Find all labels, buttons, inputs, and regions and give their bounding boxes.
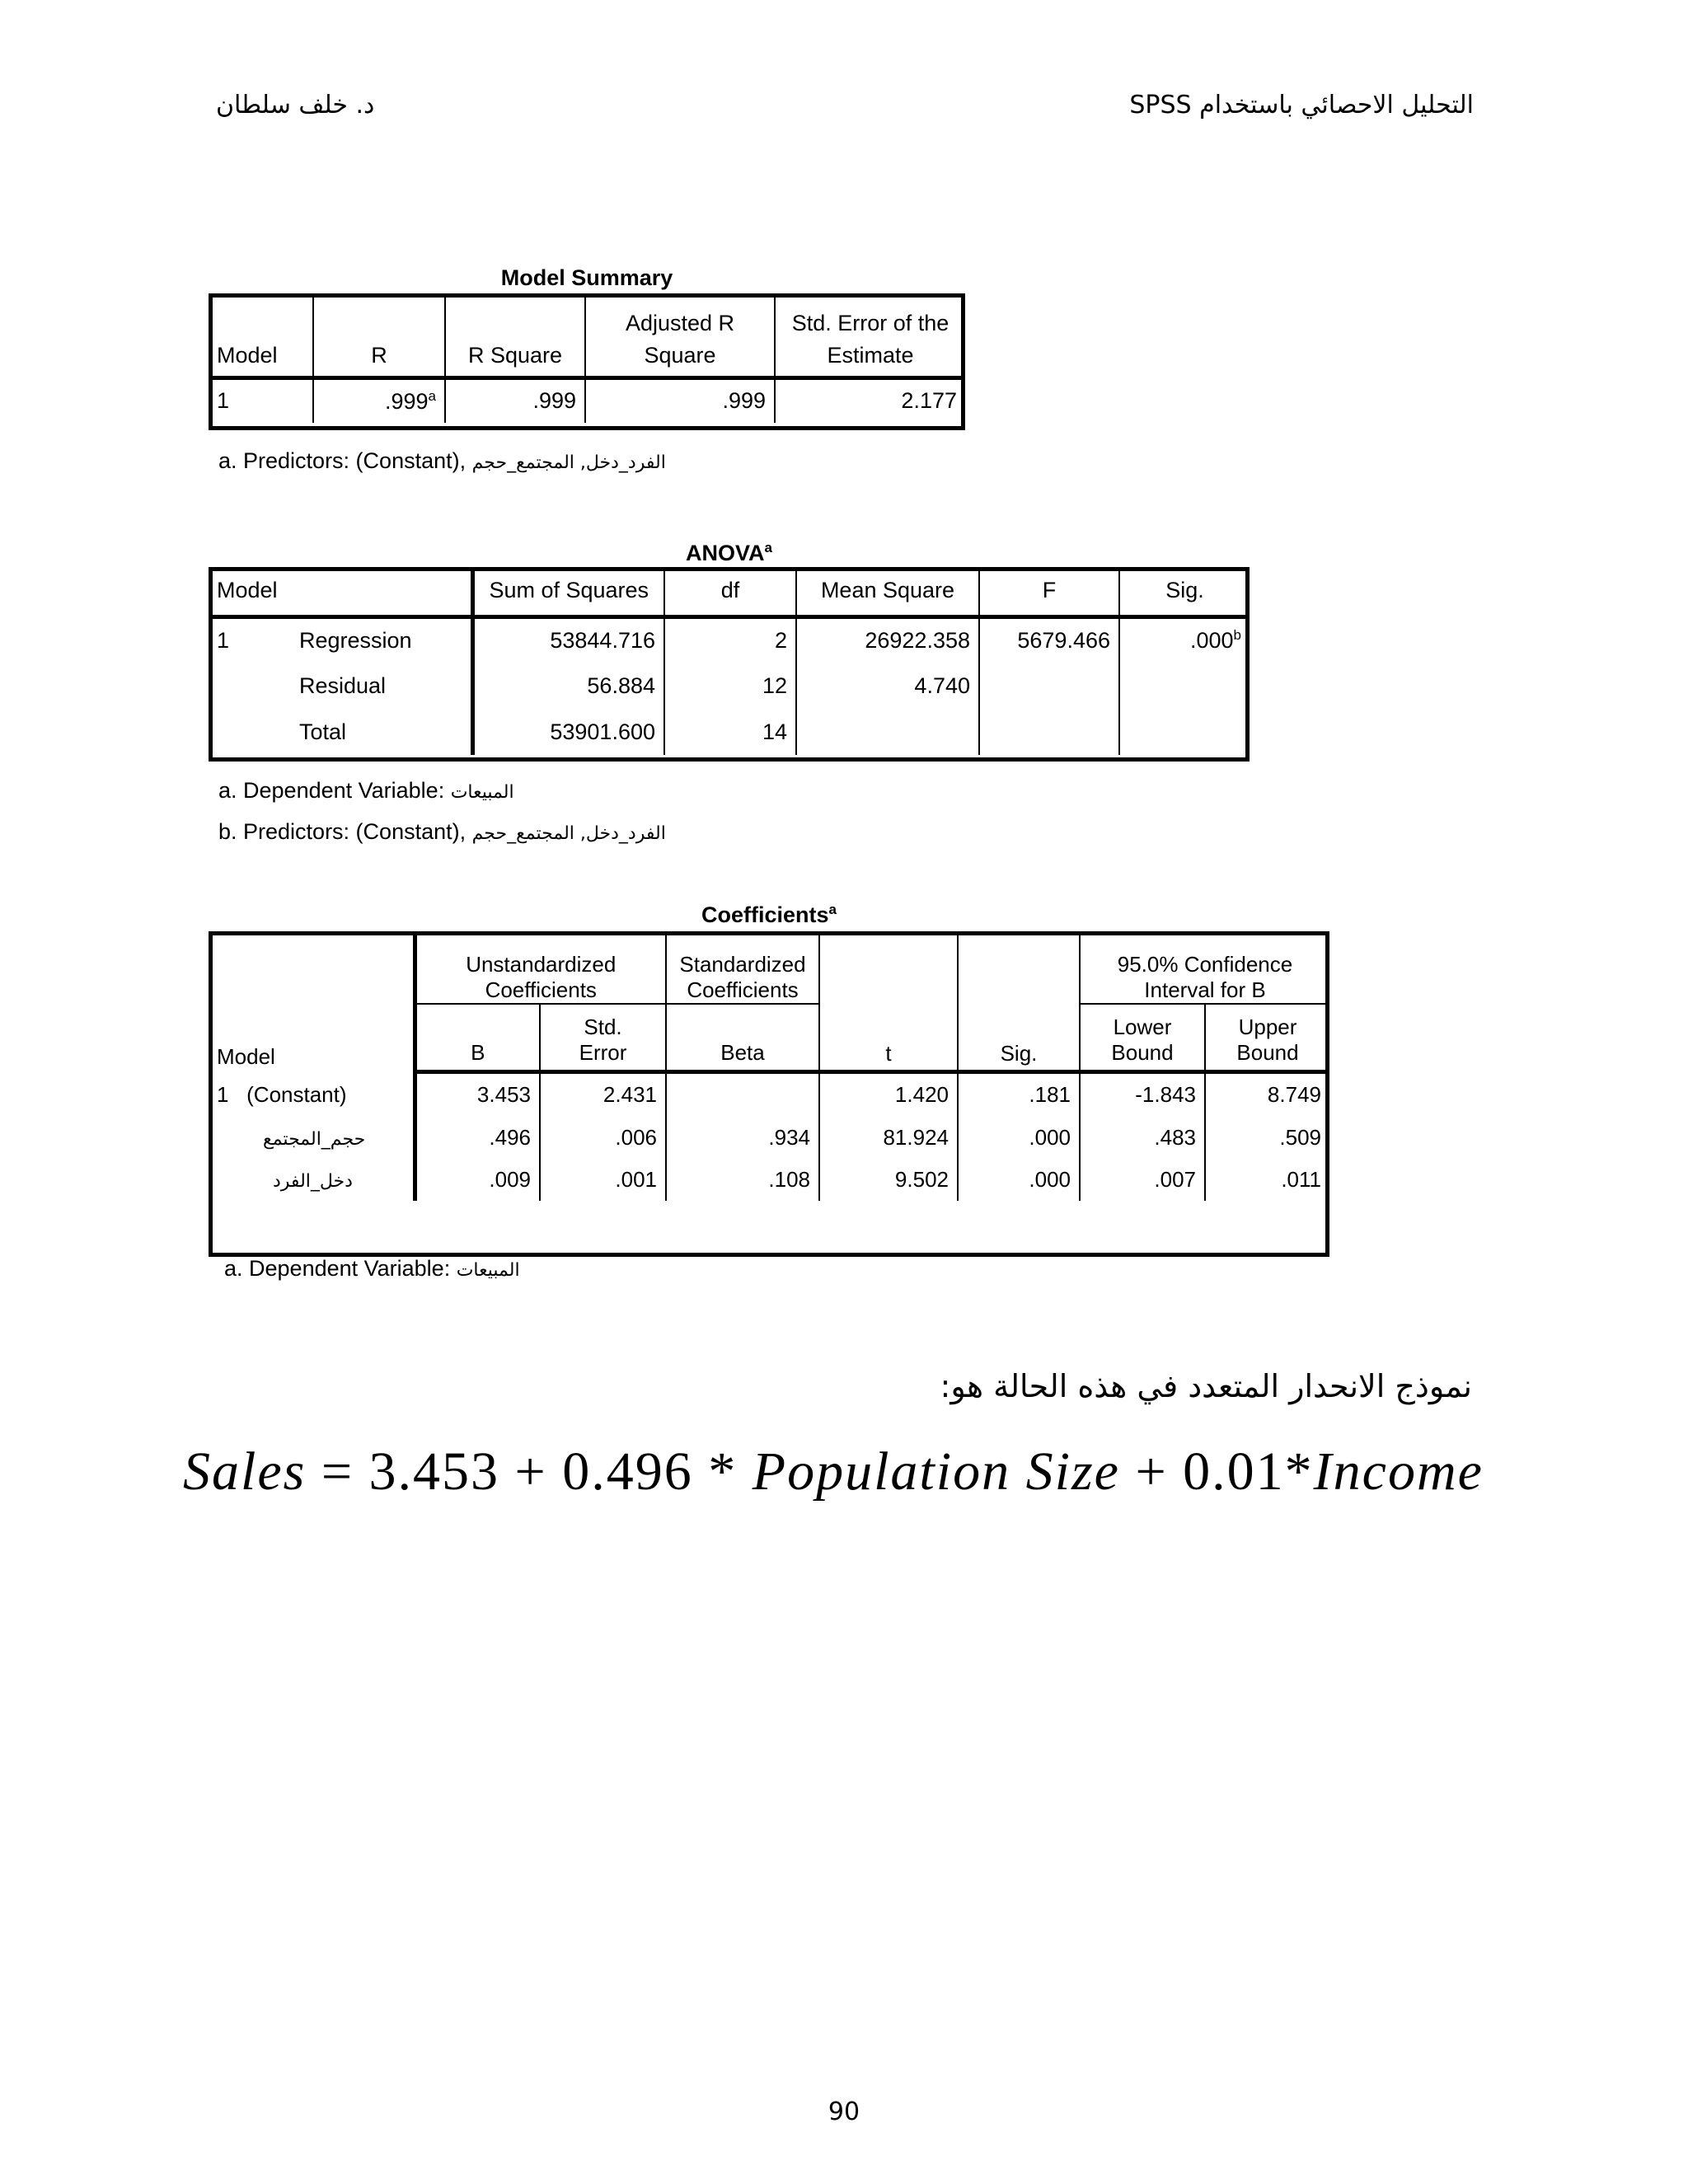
cell-df: 2 [664, 616, 796, 663]
cell-df: 12 [664, 663, 796, 709]
col-header-r-square: R Square [445, 336, 585, 377]
cell-ms: 26922.358 [796, 616, 979, 663]
col-header-sig: Sig. [958, 931, 1080, 1071]
cell-lower: .483 [1080, 1117, 1205, 1159]
col-group-confidence-interval: 95.0% Confidence Interval for B [1117, 951, 1293, 1002]
cell-f: 5679.466 [979, 616, 1119, 663]
table-row [209, 1074, 1329, 1117]
cell-sig: .181 [958, 1074, 1080, 1117]
anova-table [209, 567, 1250, 755]
col-header-beta: Beta [666, 1004, 819, 1071]
cell-upper: 8.749 [1267, 1082, 1321, 1107]
col-header-adj-r-2: Square [585, 336, 775, 377]
cell-ss: 53844.716 [472, 616, 664, 663]
cell-model [209, 663, 291, 709]
col-header-model: Model [209, 567, 472, 616]
anova-footnote-b: b. Predictors: (Constant), الفرد_دخل, المجتمع_حجم [218, 819, 666, 844]
cell-model: 1 [217, 627, 230, 653]
page-number: 90 [828, 2097, 860, 2126]
col-header-model: Model [209, 931, 415, 1074]
cell-sig [1119, 709, 1250, 755]
col-header-adj-r-1: Adjusted R [585, 293, 775, 336]
col-header-std-error: Std. Error [540, 1004, 666, 1071]
col-header-model: Model [209, 336, 313, 377]
table-row [209, 663, 1250, 709]
cell-beta [666, 1074, 819, 1117]
cell-ms: 4.740 [796, 663, 979, 709]
model-description: نموذج الانحدار المتعدد في هذه الحالة هو: [940, 1368, 1472, 1404]
cell-lower: .007 [1080, 1159, 1205, 1201]
cell-predictor: حجم_المجتمع [209, 1117, 415, 1159]
table-row [209, 1117, 1329, 1159]
cell-sig: .000 [958, 1117, 1080, 1159]
cell-beta: .108 [666, 1159, 819, 1201]
coefficients-table [209, 931, 1329, 1201]
cell-t: 1.420 [819, 1074, 958, 1117]
cell-sig: .000$^b$ [1189, 627, 1241, 654]
cell-adj-r-square: .999 [585, 377, 775, 423]
cell-se: .006 [540, 1117, 666, 1159]
cell-t: 9.502 [819, 1159, 958, 1201]
col-header-se-2: Estimate [827, 343, 914, 368]
model-summary-title: Model Summary [500, 265, 673, 290]
table-row [209, 1159, 1329, 1201]
col-header-upper-bound: Upper Bound [1236, 1015, 1299, 1066]
regression-equation: Sales = 3.453 + 0.496 * Population Size + 0.01*Income [183, 1441, 1484, 1502]
cell-ss: 53901.600 [472, 709, 664, 755]
cell-se: .001 [540, 1159, 666, 1201]
coefficients-footnote: a. Dependent Variable: المبيعات [224, 1256, 520, 1281]
col-header-r: R [313, 336, 445, 377]
model-summary-table [209, 293, 965, 423]
cell-source: Total [291, 709, 472, 755]
table-row [209, 377, 965, 423]
cell-r: .999$^a$ [313, 377, 445, 423]
cell-b: 3.453 [415, 1074, 540, 1117]
cell-beta: .934 [666, 1117, 819, 1159]
author-name: د. خلف سلطان [216, 91, 375, 120]
col-header-lower-bound: Lower Bound [1080, 1004, 1205, 1071]
cell-df: 14 [664, 709, 796, 755]
cell-upper: .011 [1281, 1166, 1321, 1192]
col-header-f: F [979, 567, 1119, 616]
cell-b: .009 [415, 1159, 540, 1201]
cell-std-error: 2.177 [901, 388, 957, 414]
col-group-standardized: Standardized Coefficients [666, 931, 819, 1004]
cell-upper: .509 [1279, 1124, 1321, 1150]
coefficients-title: Coefficients$^a$ [701, 902, 837, 927]
col-header-t: t [819, 931, 958, 1071]
table-row [209, 709, 1250, 755]
cell-model [209, 709, 291, 755]
cell-model: 1 [209, 377, 313, 423]
cell-sig [1119, 663, 1250, 709]
cell-r-square: .999 [445, 377, 585, 423]
col-header-se-1: Std. Error of the [791, 311, 950, 335]
cell-source: Regression [291, 616, 472, 663]
cell-t: 81.924 [819, 1117, 958, 1159]
model-summary-footnote: a. Predictors: (Constant), الفرد_دخل, المجتمع_حجم [218, 448, 666, 473]
cell-f [979, 663, 1119, 709]
col-header-df: df [664, 567, 796, 616]
col-header-sig: Sig. [1165, 578, 1204, 603]
anova-footnote-a: a. Dependent Variable: المبيعات [218, 778, 514, 803]
cell-b: .496 [415, 1117, 540, 1159]
col-header-mean-square: Mean Square [796, 567, 979, 616]
anova-title: ANOVA$^a$ [686, 540, 772, 565]
cell-predictor: 1 (Constant) [209, 1074, 415, 1117]
col-group-unstandardized: Unstandardized Coefficients [415, 931, 666, 1004]
table-row [209, 616, 1250, 663]
cell-lower: -1.843 [1080, 1074, 1205, 1117]
cell-predictor: دخل_الفرد [209, 1159, 415, 1201]
cell-sig: .000 [958, 1159, 1080, 1201]
cell-ss: 56.884 [472, 663, 664, 709]
col-header-b: B [415, 1004, 540, 1071]
cell-se: 2.431 [540, 1074, 666, 1117]
cell-f [979, 709, 1119, 755]
col-header-sum-of-squares: Sum of Squares [472, 567, 664, 616]
cell-source: Residual [291, 663, 472, 709]
cell-ms [796, 709, 979, 755]
book-title: التحليل الاحصائي باستخدام SPSS [1129, 91, 1474, 120]
